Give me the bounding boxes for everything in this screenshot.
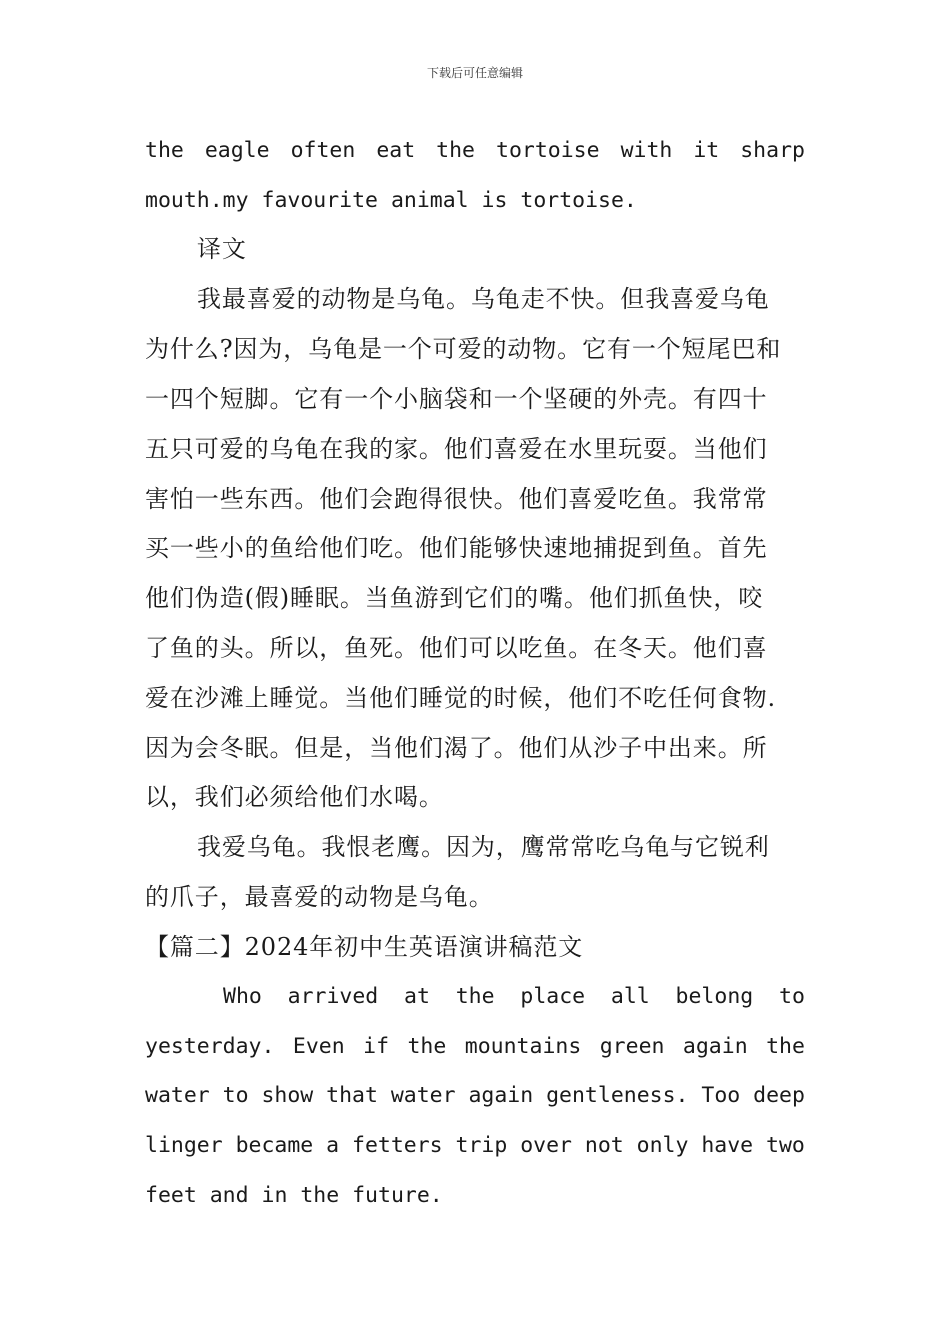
word: became xyxy=(235,1133,314,1158)
word: mouth.my favourite animal is tortoise. xyxy=(145,188,637,213)
speech-line-2 xyxy=(145,1032,805,1062)
word: if xyxy=(363,1034,390,1059)
translation-line: 害怕一些东西。他们会跑得很快。他们喜爱吃鱼。我常常 xyxy=(145,485,768,513)
english-line-1 xyxy=(145,136,805,166)
word: the xyxy=(766,1034,805,1059)
word: water xyxy=(390,1083,456,1108)
word: with xyxy=(620,138,673,163)
word: sharp xyxy=(740,138,805,163)
word: eat xyxy=(376,138,416,163)
word: all xyxy=(610,984,650,1009)
word: place xyxy=(520,984,586,1009)
word: Too xyxy=(701,1083,741,1108)
translation-line: 爱在沙滩上睡觉。当他们睡觉的时候，他们不吃任何食物. xyxy=(145,684,777,712)
page-header: 下载后可任意编辑 xyxy=(426,66,523,80)
word: the xyxy=(145,138,184,163)
word: trip xyxy=(455,1133,508,1158)
word: fetters xyxy=(352,1133,443,1158)
speech-line-3 xyxy=(145,1081,805,1111)
word: tortoise xyxy=(496,138,600,163)
word: Who xyxy=(223,984,262,1009)
word: have xyxy=(701,1133,754,1158)
word: yesterday. xyxy=(145,1034,275,1059)
word: to xyxy=(779,984,805,1009)
word: that xyxy=(326,1083,378,1108)
word: at xyxy=(404,984,430,1009)
translation-line: 一四个短脚。它有一个小脑袋和一个坚硬的外壳。有四十 xyxy=(145,385,768,413)
word: green xyxy=(599,1034,665,1059)
english-line-2 xyxy=(145,186,805,216)
translation-line: 为什么?因为，乌龟是一个可爱的动物。它有一个短尾巴和 xyxy=(145,335,782,363)
word: again xyxy=(682,1034,748,1059)
word: arrived xyxy=(287,984,379,1009)
word: water xyxy=(145,1083,210,1108)
word: the xyxy=(407,1034,447,1059)
word: again xyxy=(468,1083,534,1108)
word: it xyxy=(693,138,720,163)
word: often xyxy=(290,138,356,163)
word: only xyxy=(636,1133,689,1158)
word: the xyxy=(455,984,495,1009)
translation-line: 因为会冬眠。但是，当他们渴了。他们从沙子中出来。所 xyxy=(145,734,768,762)
speech-line-4 xyxy=(145,1131,805,1161)
word: eagle xyxy=(204,138,270,163)
word: over xyxy=(520,1133,572,1158)
word: belong xyxy=(675,984,754,1009)
speech-line-1 xyxy=(223,982,805,1012)
word: show xyxy=(261,1083,314,1108)
translation-line: 我爱乌龟。我恨老鹰。因为，鹰常常吃乌龟与它锐利 xyxy=(197,833,770,861)
word: gentleness. xyxy=(546,1083,689,1108)
word: mountains xyxy=(464,1034,582,1059)
word: feet and in the future. xyxy=(145,1183,443,1208)
translation-line: 五只可爱的乌龟在我的家。他们喜爱在水里玩耍。当他们 xyxy=(145,435,768,463)
speech-line-5 xyxy=(145,1181,805,1211)
translation-line: 他们伪造(假)睡眠。当鱼游到它们的嘴。他们抓鱼快，咬 xyxy=(145,584,764,612)
word: Even xyxy=(292,1034,345,1059)
word: the xyxy=(436,138,475,163)
translation-line: 了鱼的头。所以，鱼死。他们可以吃鱼。在冬天。他们喜 xyxy=(145,634,768,662)
word: deep xyxy=(753,1083,805,1108)
word: linger xyxy=(145,1133,223,1158)
translation-line: 的爪子，最喜爱的动物是乌龟。 xyxy=(145,883,494,911)
word: to xyxy=(222,1083,249,1108)
translation-line: 买一些小的鱼给他们吃。他们能够快速地捕捉到鱼。首先 xyxy=(145,534,768,562)
translation-line: 我最喜爱的动物是乌龟。乌龟走不快。但我喜爱乌龟 xyxy=(197,285,770,313)
translation-line: 以，我们必须给他们水喝。 xyxy=(145,783,444,811)
section-heading: 【篇二】2024年初中生英语演讲稿范文 xyxy=(145,933,584,961)
word: not xyxy=(584,1133,624,1158)
translation-heading: 译文 xyxy=(197,235,247,263)
word: a xyxy=(326,1133,340,1158)
word: two xyxy=(766,1133,805,1158)
